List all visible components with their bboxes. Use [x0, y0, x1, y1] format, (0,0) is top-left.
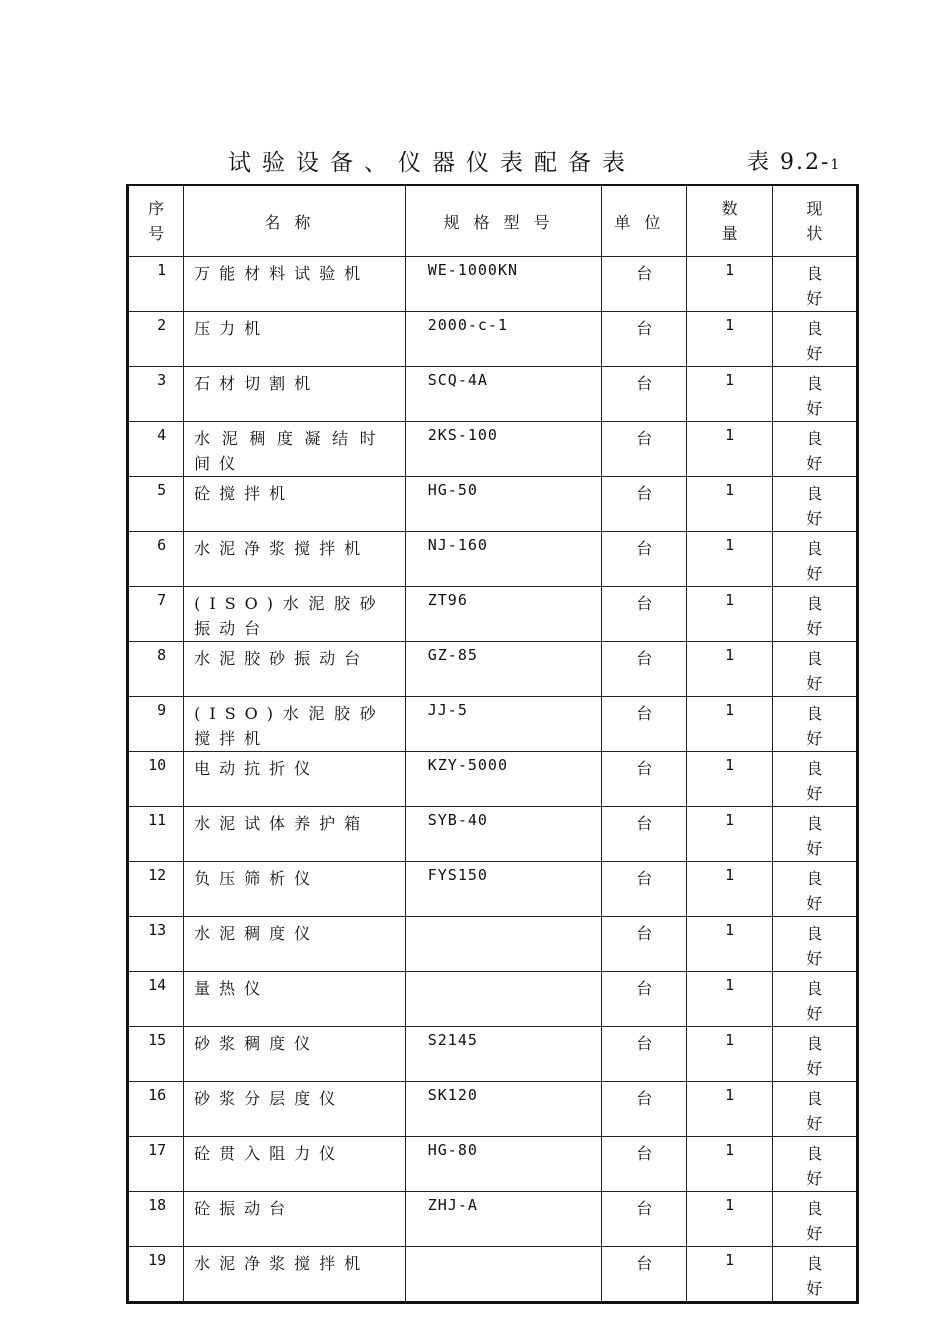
table-row: [128, 642, 858, 697]
row-qty: 1: [687, 1027, 772, 1082]
header-no-line1: 序: [148, 199, 165, 218]
row-status-line1: 良: [806, 319, 823, 338]
row-spec: S2145: [405, 1027, 602, 1082]
row-qty: 1: [687, 1137, 772, 1192]
row-spec: HG-80: [405, 1137, 602, 1192]
row-no: 14: [128, 972, 184, 1027]
row-no: 12: [128, 862, 184, 917]
row-name: 水泥稠度凝结时间仪: [184, 422, 406, 477]
row-status: [772, 1192, 857, 1247]
row-unit: 台: [602, 972, 687, 1027]
row-status-line1: 良: [806, 814, 823, 833]
table-row: [128, 1192, 858, 1247]
row-status: [772, 587, 857, 642]
row-status-line2: 好: [806, 1279, 823, 1298]
row-name: 砼贯入阻力仪: [184, 1137, 406, 1192]
table-row: [128, 532, 858, 587]
row-status-line1: 良: [806, 924, 823, 943]
row-status: [772, 1137, 857, 1192]
row-unit: 台: [602, 917, 687, 972]
row-status-line1: 良: [806, 429, 823, 448]
row-no: 18: [128, 1192, 184, 1247]
row-spec: HG-50: [405, 477, 602, 532]
table-row: [128, 1137, 858, 1192]
row-status-line2: 好: [806, 674, 823, 693]
row-qty: 1: [687, 1247, 772, 1303]
row-name: 量热仪: [184, 972, 406, 1027]
header-status-line1: 现: [806, 199, 823, 218]
row-qty: 1: [687, 917, 772, 972]
row-status: [772, 312, 857, 367]
row-status-line1: 良: [806, 1089, 823, 1108]
row-spec: NJ-160: [405, 532, 602, 587]
row-name: 负压筛析仪: [184, 862, 406, 917]
row-status-line2: 好: [806, 399, 823, 418]
row-status-line2: 好: [806, 619, 823, 638]
row-qty: 1: [687, 972, 772, 1027]
row-unit: 台: [602, 1082, 687, 1137]
row-status: [772, 862, 857, 917]
row-spec: 2KS-100: [405, 422, 602, 477]
table-row: [128, 422, 858, 477]
row-spec: SCQ-4A: [405, 367, 602, 422]
row-qty: 1: [687, 1082, 772, 1137]
row-qty: 1: [687, 752, 772, 807]
row-no: 1: [128, 257, 184, 312]
row-status-line2: 好: [806, 289, 823, 308]
row-name: 电动抗折仪: [184, 752, 406, 807]
row-name: 水泥试体养护箱: [184, 807, 406, 862]
row-status: [772, 972, 857, 1027]
header-row: [128, 185, 858, 257]
row-status: [772, 807, 857, 862]
table-row: [128, 917, 858, 972]
table-row: [128, 862, 858, 917]
row-spec: KZY-5000: [405, 752, 602, 807]
row-no: 9: [128, 697, 184, 752]
row-status-line2: 好: [806, 1004, 823, 1023]
header-spec-label: 规格型号: [443, 212, 564, 232]
row-unit: 台: [602, 367, 687, 422]
row-status: [772, 697, 857, 752]
row-qty: 1: [687, 1192, 772, 1247]
row-unit: 台: [602, 422, 687, 477]
row-unit: 台: [602, 697, 687, 752]
row-status-line2: 好: [806, 1169, 823, 1188]
row-name: 石材切割机: [184, 367, 406, 422]
row-qty: 1: [687, 477, 772, 532]
row-status-line1: 良: [806, 649, 823, 668]
row-status-line1: 良: [806, 979, 823, 998]
row-no: 13: [128, 917, 184, 972]
row-unit: 台: [602, 587, 687, 642]
row-no: 6: [128, 532, 184, 587]
row-no: 2: [128, 312, 184, 367]
row-no: 10: [128, 752, 184, 807]
row-status-line2: 好: [806, 1114, 823, 1133]
row-status-line1: 良: [806, 869, 823, 888]
row-name: 水泥净浆搅拌机: [184, 1247, 406, 1303]
table-row: [128, 257, 858, 312]
header-status: [772, 185, 857, 257]
table-number-sub: 1: [830, 157, 840, 173]
row-qty: 1: [687, 532, 772, 587]
row-name: (ISO)水泥胶砂搅拌机: [184, 697, 406, 752]
row-qty: 1: [687, 807, 772, 862]
table-row: [128, 752, 858, 807]
row-status-line1: 良: [806, 1254, 823, 1273]
row-no: 5: [128, 477, 184, 532]
page-title: 试验设备、仪器仪表配备表: [228, 150, 636, 176]
row-name: 砂浆稠度仪: [184, 1027, 406, 1082]
header-status-line2: 状: [806, 224, 823, 243]
row-name: 砼振动台: [184, 1192, 406, 1247]
table-header: [128, 185, 858, 257]
row-unit: 台: [602, 312, 687, 367]
row-unit: 台: [602, 477, 687, 532]
row-status-line1: 良: [806, 1199, 823, 1218]
row-qty: 1: [687, 587, 772, 642]
row-name: 砼搅拌机: [184, 477, 406, 532]
row-status-line1: 良: [806, 484, 823, 503]
row-name: 水泥胶砂振动台: [184, 642, 406, 697]
table-number: [747, 145, 839, 176]
row-qty: 1: [687, 697, 772, 752]
row-name: 水泥稠度仪: [184, 917, 406, 972]
table-row: [128, 697, 858, 752]
row-name: 万能材料试验机: [184, 257, 406, 312]
row-status-line1: 良: [806, 1144, 823, 1163]
table-row: [128, 1027, 858, 1082]
table-row: [128, 807, 858, 862]
row-spec: JJ-5: [405, 697, 602, 752]
row-spec: ZHJ-A: [405, 1192, 602, 1247]
table-body: [128, 257, 858, 1303]
row-no: 17: [128, 1137, 184, 1192]
row-status: [772, 367, 857, 422]
header-no-line2: 号: [148, 224, 165, 243]
row-status: [772, 752, 857, 807]
row-no: 4: [128, 422, 184, 477]
row-name: 砂浆分层度仪: [184, 1082, 406, 1137]
row-status-line2: 好: [806, 344, 823, 363]
row-status: [772, 257, 857, 312]
table-row: [128, 312, 858, 367]
row-status-line1: 良: [806, 704, 823, 723]
row-spec: [405, 972, 602, 1027]
row-name: 水泥净浆搅拌机: [184, 532, 406, 587]
header-qty-line2: 量: [721, 224, 738, 243]
row-status-line2: 好: [806, 784, 823, 803]
header-unit: [602, 185, 687, 257]
table-row: [128, 587, 858, 642]
row-status-line2: 好: [806, 839, 823, 858]
row-status: [772, 1247, 857, 1303]
row-spec: ZT96: [405, 587, 602, 642]
row-no: 16: [128, 1082, 184, 1137]
row-status-line1: 良: [806, 759, 823, 778]
row-name: (ISO)水泥胶砂振动台: [184, 587, 406, 642]
row-spec: [405, 917, 602, 972]
row-status-line2: 好: [806, 949, 823, 968]
row-no: 3: [128, 367, 184, 422]
row-no: 7: [128, 587, 184, 642]
row-no: 11: [128, 807, 184, 862]
equipment-table: [126, 184, 859, 1304]
row-spec: [405, 1247, 602, 1303]
header-qty-line1: 数: [721, 199, 738, 218]
row-no: 19: [128, 1247, 184, 1303]
header-name-label: 名称: [264, 212, 325, 232]
row-status-line1: 良: [806, 374, 823, 393]
row-spec: FYS150: [405, 862, 602, 917]
row-unit: 台: [602, 532, 687, 587]
header-no: [128, 185, 184, 257]
row-unit: 台: [602, 1247, 687, 1303]
row-status-line2: 好: [806, 729, 823, 748]
row-status: [772, 422, 857, 477]
row-status-line2: 好: [806, 894, 823, 913]
row-qty: 1: [687, 312, 772, 367]
row-spec: GZ-85: [405, 642, 602, 697]
table-row: [128, 367, 858, 422]
row-status: [772, 642, 857, 697]
row-status-line2: 好: [806, 564, 823, 583]
row-name: 压力机: [184, 312, 406, 367]
row-status-line1: 良: [806, 264, 823, 283]
row-spec: WE-1000KN: [405, 257, 602, 312]
row-spec: SYB-40: [405, 807, 602, 862]
header-name: [184, 185, 406, 257]
table-row: [128, 972, 858, 1027]
row-status-line1: 良: [806, 594, 823, 613]
row-qty: 1: [687, 367, 772, 422]
row-unit: 台: [602, 1137, 687, 1192]
row-qty: 1: [687, 257, 772, 312]
row-no: 8: [128, 642, 184, 697]
row-status: [772, 917, 857, 972]
row-spec: SK120: [405, 1082, 602, 1137]
row-unit: 台: [602, 807, 687, 862]
row-status: [772, 1082, 857, 1137]
row-status-line2: 好: [806, 509, 823, 528]
header-spec: [405, 185, 602, 257]
table-row: [128, 1247, 858, 1303]
table-row: [128, 1082, 858, 1137]
row-no: 15: [128, 1027, 184, 1082]
row-status-line1: 良: [806, 539, 823, 558]
table-number-main: 表 9.2-: [747, 150, 831, 175]
row-unit: 台: [602, 862, 687, 917]
row-status-line2: 好: [806, 1224, 823, 1243]
row-unit: 台: [602, 642, 687, 697]
row-status-line2: 好: [806, 1059, 823, 1078]
row-spec: 2000-c-1: [405, 312, 602, 367]
row-qty: 1: [687, 422, 772, 477]
header-unit-label: 单位: [614, 212, 675, 232]
row-status-line2: 好: [806, 454, 823, 473]
row-status: [772, 532, 857, 587]
table-row: [128, 477, 858, 532]
row-status: [772, 477, 857, 532]
row-status-line1: 良: [806, 1034, 823, 1053]
row-status: [772, 1027, 857, 1082]
row-unit: 台: [602, 752, 687, 807]
row-qty: 1: [687, 642, 772, 697]
header-qty: [687, 185, 772, 257]
row-unit: 台: [602, 257, 687, 312]
row-unit: 台: [602, 1027, 687, 1082]
row-qty: 1: [687, 862, 772, 917]
row-unit: 台: [602, 1192, 687, 1247]
